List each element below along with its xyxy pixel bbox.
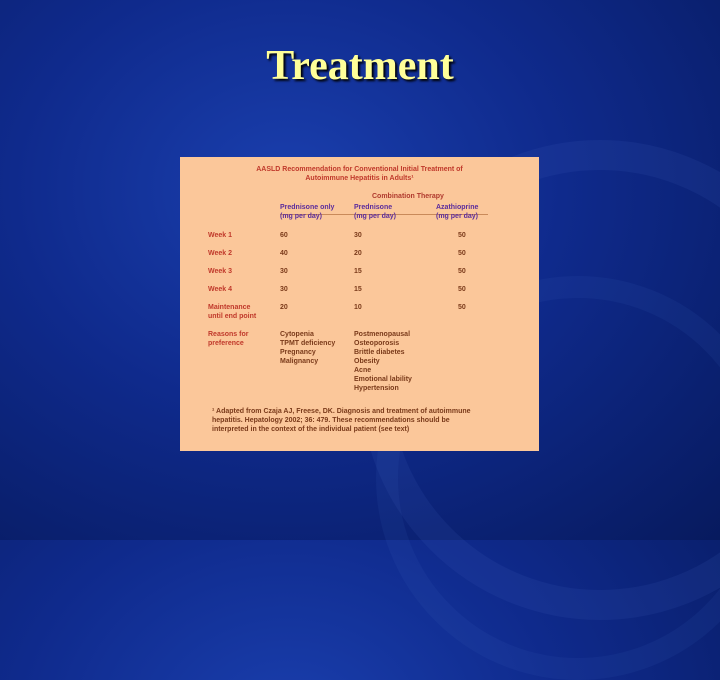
column-header-azathioprine: Azathioprine (mg per day) <box>436 204 479 220</box>
slide-title: Treatment <box>266 43 454 89</box>
table-title-line1: AASLD Recommendation for Conventional Initial Treatment of <box>256 166 463 173</box>
column-header-prednisone-only: Prednisone only (mg per day) <box>280 204 335 220</box>
treatment-table-image: AASLD Recommendation for Conventional Initial Treatment of Autoimmune Hepatitis in Adults¹ Combination Therapy Prednisone only (mg per day) Prednisone (mg per day) Azathioprine (mg per day) Week 1 60 30 50 Week 2 40 20 50 Week 3 30 15 50 Week 4 30 15 50 Maintenance until end point 20 10 50 Reasons for preference Cytopenia TPMT deficiency Pregnancy Malignancy Postmenopausal Osteoporosis Brittle diabetes Obesity Acne Emotional lability Hypertension ¹ Adapted from Czaja AJ, Freese, DK. Diagnosis and treatment of autoimmune hepatitis. Hepatology 2002; 36: 479. These recommendations should be interpreted in the context of the individual patient (see text) <box>180 157 539 451</box>
reasons-prednisone-list: Cytopenia TPMT deficiency Pregnancy Malignancy <box>280 331 336 365</box>
reasons-combination-list: Postmenopausal Osteoporosis Brittle diabetes Obesity Acne Emotional lability Hypertension <box>354 331 412 392</box>
column-header-prednisone: Prednisone (mg per day) <box>354 204 397 220</box>
combination-therapy-header: Combination Therapy <box>372 193 444 200</box>
table-footnote: ¹ Adapted from Czaja AJ, Freese, DK. Diagnosis and treatment of autoimmune hepatitis. Hepatology 2002; 36: 479. These recommendations should be interpreted in the context of the individual patient (see text) <box>212 408 471 433</box>
table-title-line2: Autoimmune Hepatitis in Adults¹ <box>305 175 414 182</box>
